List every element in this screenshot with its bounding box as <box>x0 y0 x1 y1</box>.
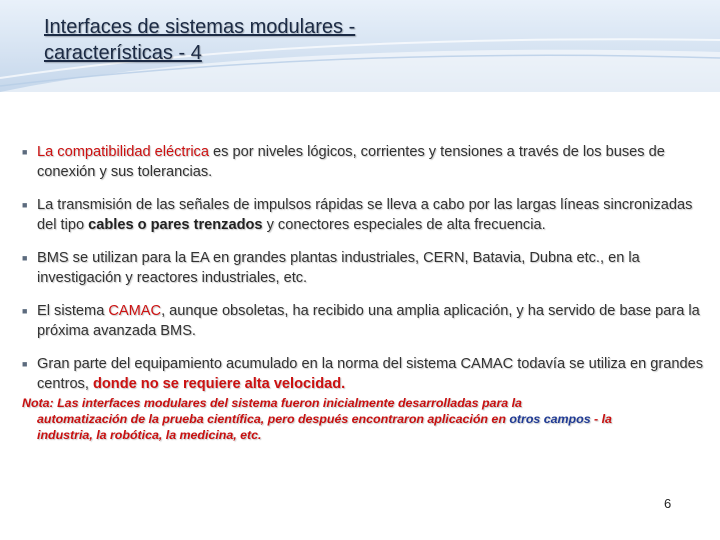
footnote-line2 <box>22 411 702 427</box>
bullet-square-icon: ■ <box>22 359 28 369</box>
bullet-item <box>22 142 704 182</box>
bullet-square-icon: ■ <box>22 253 28 263</box>
bullet-text: es por niveles lógicos, corrientes y tensiones a través de los buses de conexión y sus tolerancias. <box>37 144 665 180</box>
bullet-text: Gran parte del equipamiento acumulado en la norma del sistema CAMAC todavía se utiliza en grandes centros, <box>37 356 704 392</box>
slide-title-line1: Interfaces de sistemas modulares - <box>44 16 356 38</box>
slide-title-line2: características - 4 <box>44 42 202 64</box>
bullet-text: CAMAC <box>108 303 162 319</box>
footnote-highlight: otros campos <box>509 412 591 426</box>
footnote <box>22 395 702 443</box>
bullet-item <box>22 248 704 288</box>
bullet-text: La compatibilidad eléctrica <box>37 144 209 160</box>
footnote-line2-start: automatización de la prueba científica, pero después encontraron aplicación en <box>37 412 510 426</box>
bullet-square-icon: ■ <box>22 306 28 316</box>
page-number: 6 <box>664 496 672 511</box>
slide-title <box>44 14 664 66</box>
bullet-text: y conectores especiales de alta frecuencia. <box>262 217 546 233</box>
bullet-text: El sistema <box>37 303 109 319</box>
footnote-line3: industria, la robótica, la medicina, etc. <box>37 428 262 442</box>
bullet-text: , aunque obsoletas, ha recibido una amplia aplicación, y ha servido de base para la próxima avanzada BMS. <box>37 303 700 339</box>
footnote-line1: Nota: Las interfaces modulares del sistema fueron inicialmente desarrolladas para la <box>22 396 522 410</box>
bullet-text: donde no se requiere alta velocidad. <box>92 376 346 392</box>
bullet-text: cables o pares trenzados <box>88 217 263 233</box>
bullet-list <box>22 142 704 400</box>
slide-header <box>0 0 720 92</box>
bullet-text: BMS se utilizan para la EA en grandes plantas industriales, CERN, Batavia, Dubna etc., en la investigación y reactores industriales, etc. <box>37 250 640 286</box>
bullet-item <box>22 301 704 341</box>
bullet-text: La transmisión de las señales de impulsos rápidas se lleva a cabo por las largas líneas sincronizadas del tipo <box>37 197 693 233</box>
bullet-square-icon: ■ <box>22 200 28 210</box>
bullet-square-icon: ■ <box>22 147 28 157</box>
bullet-item <box>22 354 704 394</box>
bullet-item <box>22 195 704 235</box>
footnote-line2-end: - la <box>590 412 612 426</box>
